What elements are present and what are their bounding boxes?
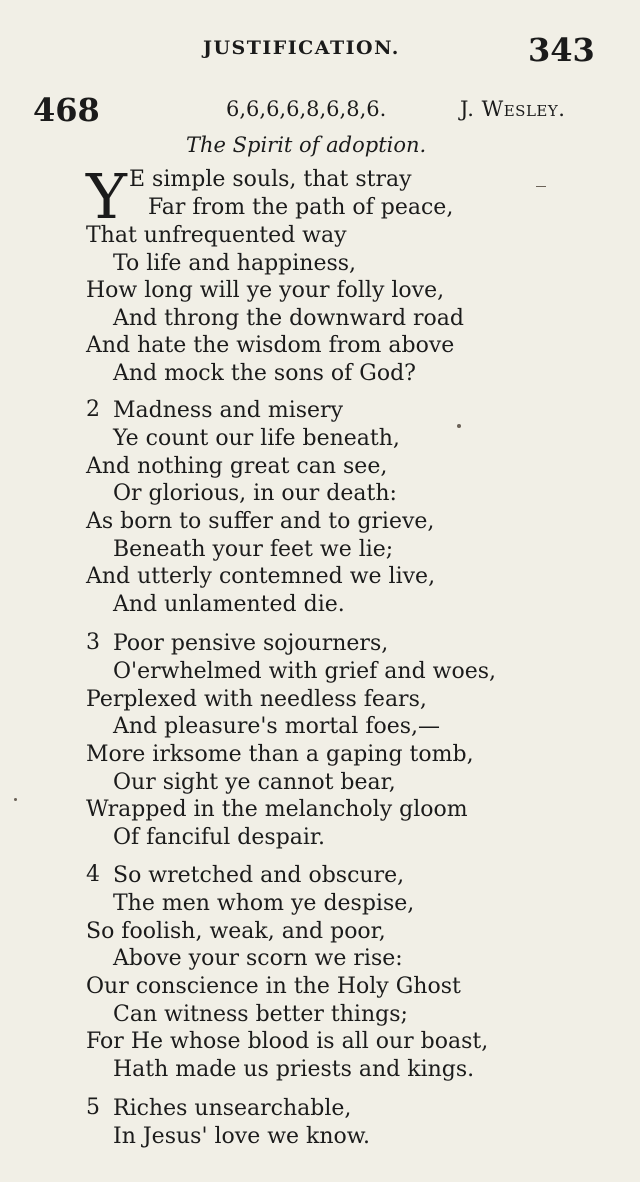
- verse-line: And hate the wisdom from above: [86, 333, 455, 358]
- verse-line: Poor pensive sojourners,: [113, 631, 389, 656]
- verse-line: And pleasure's mortal foes,—: [113, 714, 441, 739]
- verse-line: And nothing great can see,: [86, 454, 388, 479]
- paper-speck: [14, 798, 17, 801]
- verse-line: Far from the path of peace,: [148, 195, 454, 220]
- verse-line: Hath made us priests and kings.: [113, 1057, 475, 1082]
- verse-line: Beneath your feet we lie;: [113, 537, 394, 562]
- paper-speck: [536, 186, 546, 187]
- verse-line: The men whom ye despise,: [113, 891, 415, 916]
- verse-line: Perplexed with needless fears,: [86, 687, 427, 712]
- verse-line: Our conscience in the Holy Ghost: [86, 974, 461, 999]
- hymn-header: [0, 91, 640, 131]
- verse-line: To life and happiness,: [113, 251, 357, 276]
- verse-line: E simple souls, that stray: [129, 167, 412, 192]
- verse-line: Of fanciful despair.: [113, 825, 326, 850]
- hymn-meter: 6,6,6,6,8,6,8,6.: [226, 97, 387, 121]
- running-title: JUSTIFICATION.: [203, 37, 400, 59]
- verse-line: Can witness better things;: [113, 1002, 408, 1027]
- paper-speck: [457, 424, 461, 428]
- hymn-subtitle: The Spirit of adoption.: [186, 133, 427, 157]
- hymn-author: J. Wesley.: [460, 97, 566, 121]
- verse-line: As born to suffer and to grieve,: [86, 509, 435, 534]
- verse-line: And throng the downward road: [113, 306, 465, 331]
- hymn-number: 468: [33, 91, 100, 129]
- verse-line: And utterly contemned we live,: [86, 564, 436, 589]
- stanza-number: 2: [86, 397, 100, 422]
- verse-line: More irksome than a gaping tomb,: [86, 742, 474, 767]
- stanza-number: 4: [86, 862, 100, 887]
- verse-line: Ye count our life beneath,: [113, 426, 400, 451]
- verse-line: And mock the sons of God?: [113, 361, 416, 386]
- verse-line: And unlamented die.: [113, 592, 345, 617]
- stanza-number: 3: [86, 630, 100, 655]
- verse-line: So foolish, weak, and poor,: [86, 919, 386, 944]
- verse-line: In Jesus' love we know.: [113, 1124, 371, 1149]
- page-number: 343: [528, 31, 595, 69]
- verse-line: Riches unsearchable,: [113, 1096, 352, 1121]
- verse-line: For He whose blood is all our boast,: [86, 1029, 489, 1054]
- verse-line: Wrapped in the melancholy gloom: [86, 797, 468, 822]
- drop-cap: Y: [86, 160, 127, 233]
- verse-line: Our sight ye cannot bear,: [113, 770, 396, 795]
- running-head: [0, 31, 640, 69]
- stanza-number: 5: [86, 1095, 100, 1120]
- verse-line: Madness and misery: [113, 398, 344, 423]
- verse-line: Above your scorn we rise:: [113, 946, 403, 971]
- verse-line: O'erwhelmed with grief and woes,: [113, 659, 497, 684]
- verse-line: So wretched and obscure,: [113, 863, 405, 888]
- verse-line: That unfrequented way: [86, 223, 347, 248]
- verse-line: Or glorious, in our death:: [113, 481, 397, 506]
- verse-line: How long will ye your folly love,: [86, 278, 445, 303]
